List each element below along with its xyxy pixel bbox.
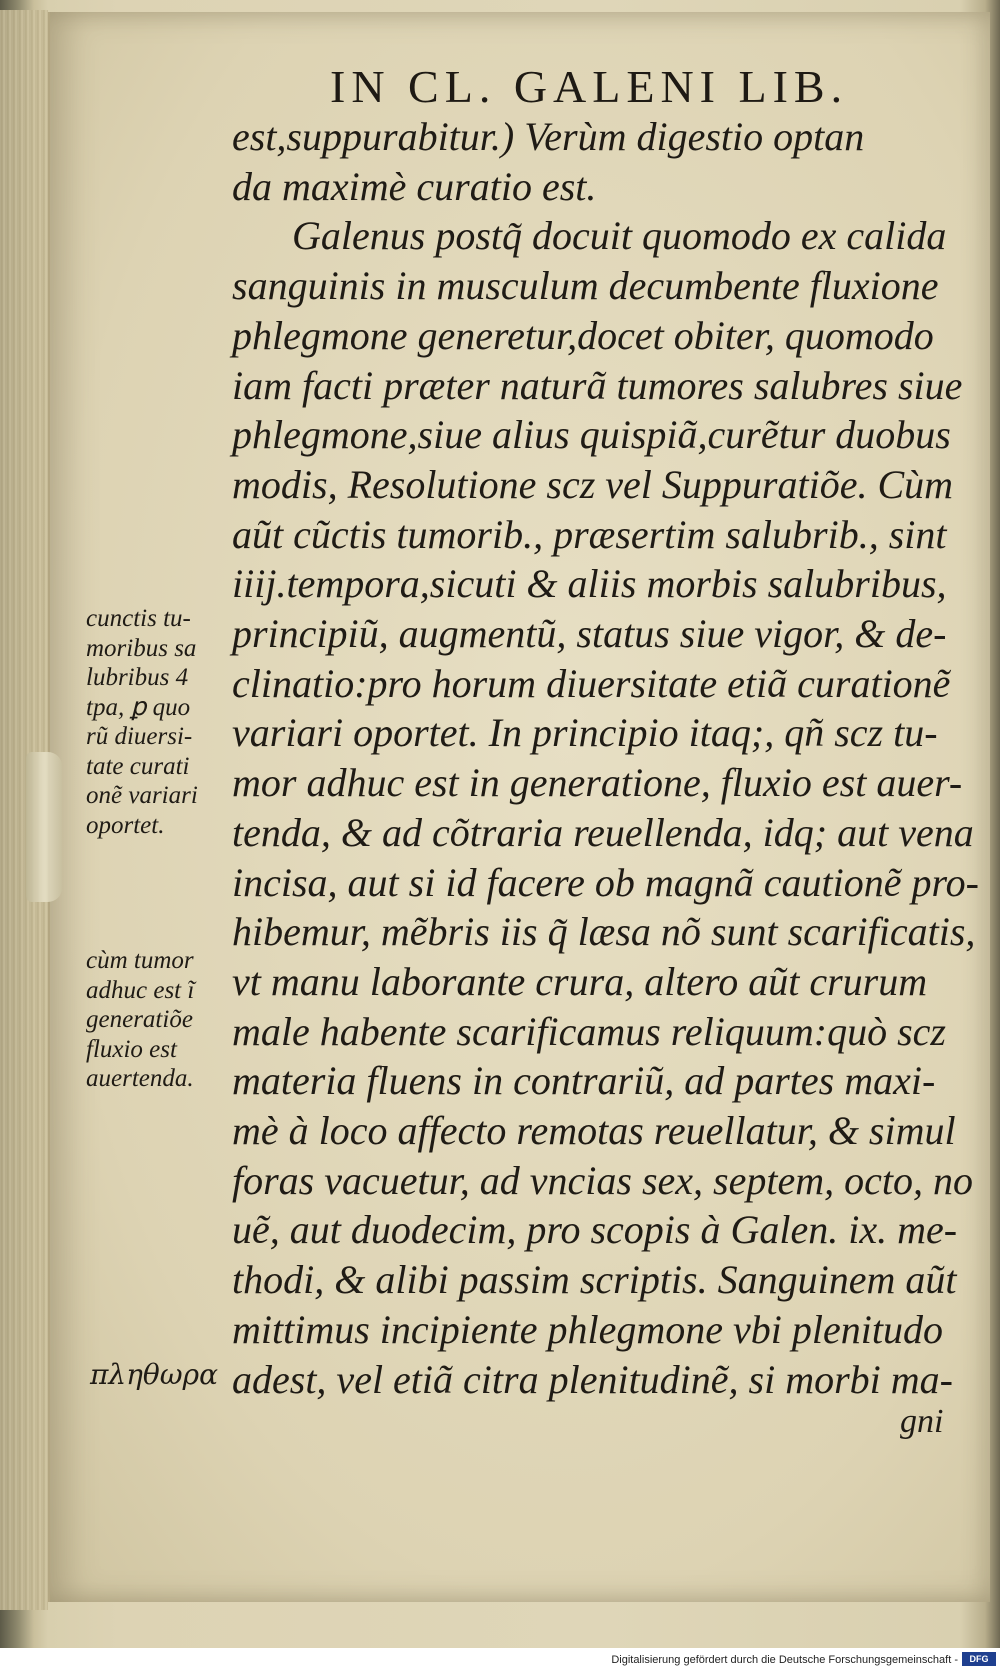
body-line: mè à loco affecto remotas reuellatur, & simul <box>232 1108 956 1154</box>
margin-line: cùm tumor <box>86 947 194 974</box>
margin-greek-word: πληθωρα <box>90 1358 218 1391</box>
body-line: thodi, & alibi passim scriptis. Sanguinem aũt <box>232 1257 957 1303</box>
body-line: da maximè curatio est. <box>232 163 597 209</box>
body-line: incisa, aut si id facere ob magnã cautionẽ pro- <box>232 859 979 905</box>
body-line: modis, Resolutione scz vel Suppuratiõe. Cùm <box>232 461 954 507</box>
body-line: mittimus incipiente phlegmone vbi plenitudo <box>232 1306 943 1352</box>
body-line: mor adhuc est in generatione, fluxio est auer- <box>232 760 963 806</box>
margin-line: lubribus 4 <box>86 664 189 691</box>
body-line: iiij.tempora,sicuti & aliis morbis salubribus, <box>232 561 947 607</box>
body-line: uẽ, aut duodecim, pro scopis à Galen. ix. me- <box>232 1207 958 1253</box>
body-line: principiũ, augmentũ, status siue vigor, & de- <box>232 611 947 657</box>
margin-line: tate curati <box>86 752 190 780</box>
body-line: phlegmone,siue alius quispiã,curẽtur duobus <box>232 412 951 458</box>
catchword: gni <box>900 1403 944 1440</box>
body-line: sanguinis in musculum decumbente fluxione <box>232 263 939 309</box>
body-line: foras vacuetur, ad vncias sex, septem, octo, no <box>232 1157 973 1203</box>
footer-bar <box>0 1648 1000 1672</box>
margin-line: fluxio est <box>86 1035 177 1063</box>
margin-line: moribus sa <box>86 634 197 662</box>
dfg-logo[interactable]: DFG <box>962 1652 996 1666</box>
body-line: vt manu laborante crura, altero aũt crurum <box>232 958 928 1004</box>
margin-note-tumor <box>86 946 236 1094</box>
body-line: aũt cũctis tumorib., præsertim salubrib., sint <box>232 511 947 557</box>
body-line: materia fluens in contrariũ, ad partes maxi- <box>232 1058 936 1104</box>
body-line: phlegmone generetur,docet obiter, quomodo <box>232 312 934 358</box>
margin-line: tpa, ꝑ quo <box>86 693 191 721</box>
margin-line: adhuc est ĩ <box>86 976 195 1004</box>
page-clip <box>26 752 62 902</box>
footer-credit: Digitalisierung gefördert durch die Deutsche Forschungsgemeinschaft - <box>611 1654 958 1666</box>
body-text <box>232 112 979 1404</box>
body-line: male habente scarificamus reliquum:quò scz <box>232 1008 946 1054</box>
margin-line: onẽ variari <box>86 782 198 809</box>
margin-line: auertenda. <box>86 1065 194 1092</box>
body-line: adest, vel etiã citra plenitudinẽ, si morbi ma- <box>232 1356 953 1402</box>
body-line: tenda, & ad cõtraria reuellenda, idq; aut vena <box>232 809 974 855</box>
body-line: iam facti præter naturã tumores salubres siue <box>232 362 963 408</box>
body-line: Galenus postq̃ docuit quomodo ex calida <box>292 213 947 259</box>
margin-line: cunctis tu- <box>86 605 191 632</box>
body-line: hibemur, mẽbris iis q̃ læsa nõ sunt scarificatis, <box>232 909 976 955</box>
body-line: est,suppurabitur.) Verùm digestio optan <box>232 114 865 159</box>
running-head: IN CL. GALENI LIB. <box>330 61 849 112</box>
body-line: clinatio:pro horum diuersitate etiã curationẽ <box>232 660 951 706</box>
margin-line: generatiõe <box>86 1006 193 1033</box>
margin-line: rũ diuersi- <box>86 723 193 750</box>
margin-line: oportet. <box>86 811 165 839</box>
margin-note-seasons <box>86 604 236 840</box>
body-line: variari oportet. In principio itaq;, qñ scz tu- <box>232 710 938 756</box>
